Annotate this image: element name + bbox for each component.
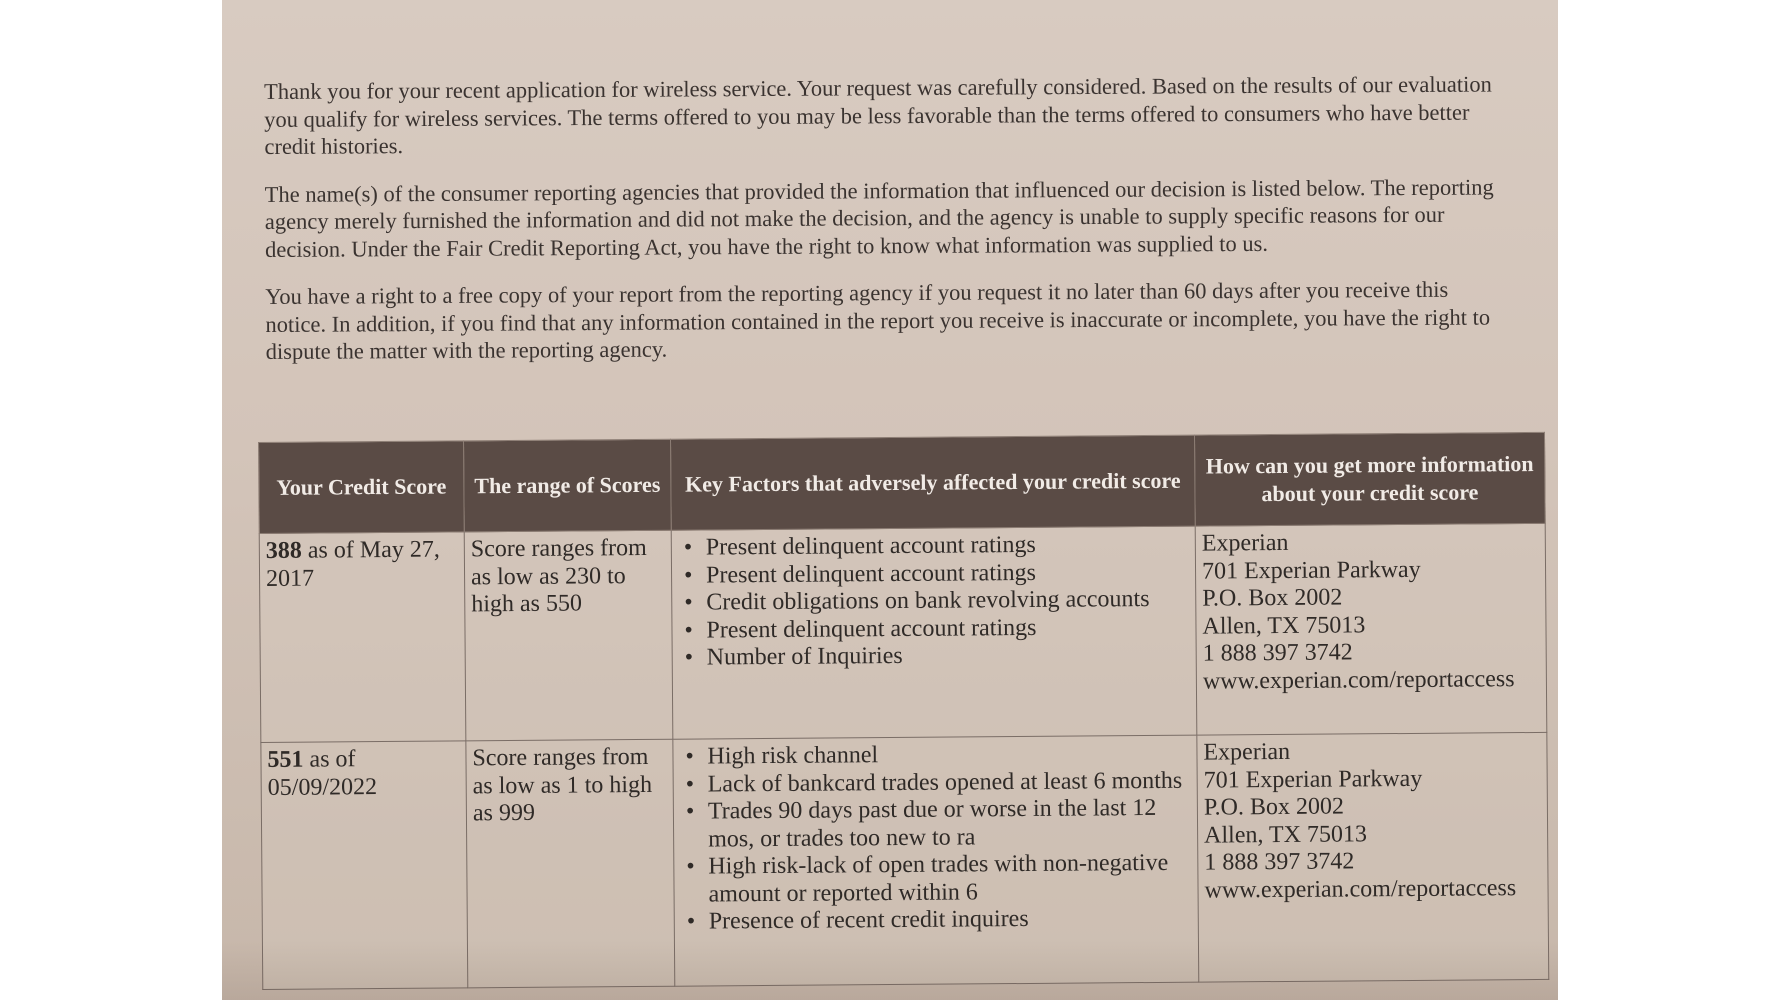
header-key-factors: Key Factors that adversely affected your credit score — [670, 435, 1195, 530]
agency-city: Allen, TX 75013 — [1202, 611, 1366, 640]
list-item: • Present delinquent account ratings — [682, 613, 1189, 644]
key-factors-cell — [671, 526, 1197, 739]
agency-name: Experian — [1201, 529, 1289, 557]
score-range-cell: Score ranges from as low as 1 to high as 999 — [466, 739, 675, 988]
table-row — [261, 732, 1549, 989]
contact-info-cell — [1195, 523, 1547, 735]
paragraph-application-result: Thank you for your recent application for wireless service. Your request was carefully considered. Based on the results of our evaluation you qualify for wireless services. The terms offered to you may be less favorable than the terms offered to consumers who have better credit histories. — [264, 71, 1492, 159]
header-range-of-scores: The range of Scores — [463, 439, 671, 532]
header-more-information: How can you get more information about your credit score — [1194, 432, 1545, 526]
list-item: • Credit obligations on bank revolving accounts — [682, 586, 1189, 617]
agency-phone: 1 888 397 3742 — [1202, 639, 1353, 667]
table-row — [259, 523, 1547, 742]
credit-score-value: 388 — [265, 537, 302, 564]
agency-po-box: P.O. Box 2002 — [1202, 584, 1343, 612]
score-range-cell: Score ranges from as low as 230 to high as 550 — [464, 530, 673, 741]
key-factors-cell — [673, 735, 1199, 986]
table-header-row — [259, 432, 1546, 533]
list-item: • High risk channel — [683, 740, 1190, 771]
credit-score-table — [258, 432, 1549, 990]
letter-body — [264, 70, 1496, 385]
list-item: • Present delinquent account ratings — [682, 531, 1189, 562]
agency-city: Allen, TX 75013 — [1204, 820, 1368, 849]
paragraph-free-report-rights: You have a right to a free copy of your report from the reporting agency if you request it no later than 60 days after you receive this notice. In addition, if you find that any information contained in the report you receive is inaccurate or incomplete, you have the right to dispute the matter with the reporting agency. — [265, 276, 1491, 364]
list-item: • Trades 90 days past due or worse in the last 12 mos, or trades too new to ra — [684, 795, 1191, 854]
header-your-credit-score: Your Credit Score — [259, 441, 465, 534]
credit-score-date: as of May 27, 2017 — [265, 536, 440, 592]
list-item: • Presence of recent credit inquires — [685, 905, 1192, 936]
list-item: • Lack of bankcard trades opened at least 6 months — [684, 767, 1191, 798]
agency-po-box: P.O. Box 2002 — [1203, 793, 1345, 821]
agency-street: 701 Experian Parkway — [1203, 765, 1423, 794]
credit-score-value: 551 — [267, 746, 304, 773]
list-item: • High risk-lack of open trades with non-negative amount or reported within 6 — [684, 850, 1191, 909]
letter-photo — [222, 0, 1558, 1000]
paragraph-reporting-agencies: The name(s) of the consumer reporting agencies that provided the information that influenced our decision is listed below. The reporting agency merely furnished the information and did not make the decision, and the agency is unable to supply specific reasons for our decision. Under the Fair Credit Reporting Act, you have the right to know what information was supplied to us. — [264, 173, 1494, 262]
key-factors-list — [679, 740, 1191, 937]
agency-name: Experian — [1203, 738, 1291, 766]
list-item: • Number of Inquiries — [683, 641, 1190, 672]
agency-street: 701 Experian Parkway — [1201, 556, 1421, 585]
key-factors-list — [678, 531, 1190, 673]
credit-score-date: as of 05/09/2022 — [267, 746, 378, 801]
list-item: • Present delinquent account ratings — [682, 558, 1189, 589]
agency-url: www.experian.com/reportaccess — [1202, 665, 1515, 695]
agency-phone: 1 888 397 3742 — [1204, 848, 1355, 876]
agency-url: www.experian.com/reportaccess — [1204, 874, 1517, 904]
credit-score-cell — [261, 741, 468, 990]
credit-score-cell — [259, 532, 466, 743]
contact-info-cell — [1197, 732, 1549, 982]
